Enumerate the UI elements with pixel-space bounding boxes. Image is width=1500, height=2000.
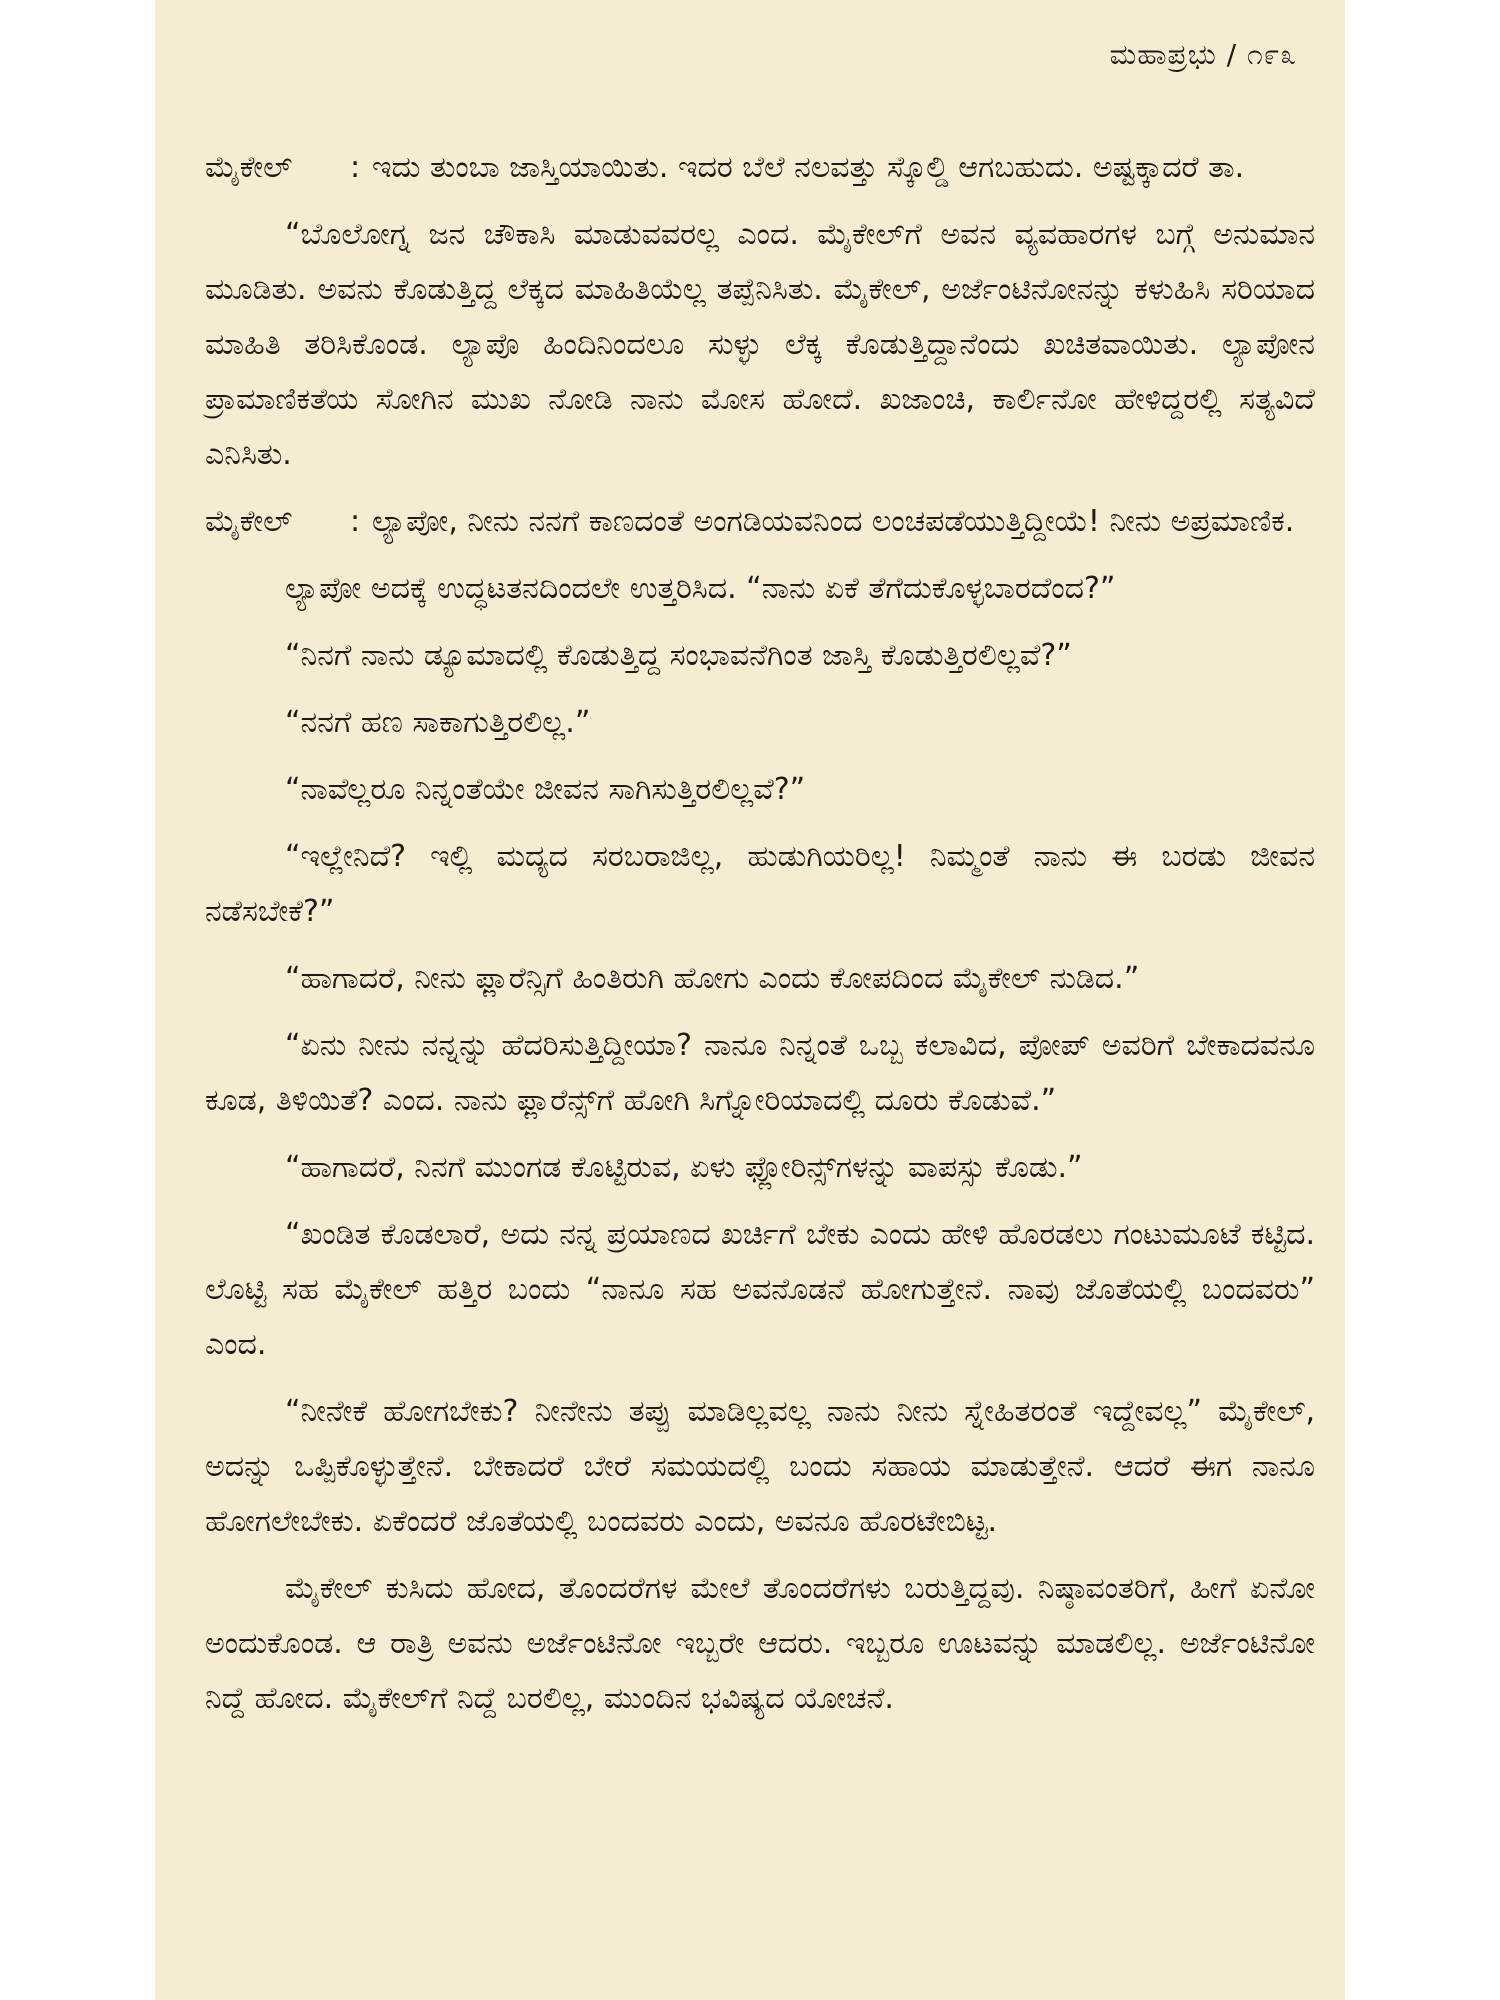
paragraph: ಮೈಕೇಲ್ ಕುಸಿದು ಹೋದ, ತೊಂದರೆಗಳ ಮೇಲೆ ತೊಂದರೆಗಳು ಬರುತ್ತಿದ್ದವು. ನಿಷ್ಠಾವಂತರಿಗೆ, ಹೀಗೆ ಏನೋ ಅಂದುಕೊಂಡ. ಆ ರಾತ್ರಿ ಅವನು ಅರ್ಜೆಂಟಿನೋ ಇಬ್ಬರೇ ಆದರು. ಇಬ್ಬರೂ ಊಟವನ್ನು ಮಾಡಲಿಲ್ಲ. ಅರ್ಜೆಂಟಿನೋ ನಿದ್ದೆ ಹೋದ. ಮೈಕೇಲ್‌ಗೆ ನಿದ್ದೆ ಬರಲಿಲ್ಲ, ಮುಂದಿನ ಭವಿಷ್ಯದ ಯೋಚನೆ. — [205, 1571, 1315, 1716]
speaker-separator: : — [350, 150, 361, 185]
book-page — [155, 0, 1345, 2000]
paragraph: “ಇಲ್ಲೇನಿದೆ? ಇಲ್ಲಿ ಮದ್ಯದ ಸರಬರಾಜಿಲ್ಲ, ಹುಡುಗಿಯರಿಲ್ಲ! ನಿಮ್ಮಂತೆ ನಾನು ಈ ಬರಡು ಜೀವನ ನಡೆಸಬೇಕೆ?” — [205, 839, 1315, 929]
paragraph: “ಬೊಲೋಗ್ನ ಜನ ಚೌಕಾಸಿ ಮಾಡುವವರಲ್ಲ ಎಂದ. ಮೈಕೇಲ್‌ಗೆ ಅವನ ವ್ಯವಹಾರಗಳ ಬಗ್ಗೆ ಅನುಮಾನ ಮೂಡಿತು. ಅವನು ಕೊಡುತ್ತಿದ್ದ ಲೆಕ್ಕದ ಮಾಹಿತಿಯೆಲ್ಲ ತಪ್ಪೆನಿಸಿತು. ಮೈಕೇಲ್, ಅರ್ಜೆಂಟಿನೋನನ್ನು ಕಳುಹಿಸಿ ಸರಿಯಾದ ಮಾಹಿತಿ ತರಿಸಿಕೊಂಡ. ಲ್ಯಾಪೊ ಹಿಂದಿನಿಂದಲೂ ಸುಳ್ಳು ಲೆಕ್ಕ ಕೊಡುತ್ತಿದ್ದಾನೆಂದು ಖಚಿತವಾಯಿತು. ಲ್ಯಾಪೋನ ಪ್ರಾಮಾಣಿಕತೆಯ ಸೋಗಿನ ಮುಖ ನೋಡಿ ನಾನು ಮೋಸ ಹೋದೆ. ಖಜಾಂಚಿ, ಕಾರ್ಲಿನೋ ಹೇಳಿದ್ದರಲ್ಲಿ ಸತ್ಯವಿದೆ ಎನಿಸಿತು. — [205, 217, 1315, 472]
speaker-separator: : — [350, 504, 361, 539]
dialogue-line — [205, 140, 1315, 195]
paragraph: “ನನಗೆ ಹಣ ಸಾಕಾಗುತ್ತಿರಲಿಲ್ಲ.” — [285, 705, 591, 740]
dialogue-line — [205, 494, 1315, 549]
page-body — [205, 140, 1315, 1738]
running-head: ಮಹಾಪ್ರಭು / ೧೯೩ — [1109, 38, 1297, 71]
speech-text: ಇದು ತುಂಬಾ ಜಾಸ್ತಿಯಾಯಿತು. ಇದರ ಬೆಲೆ ನಲವತ್ತು ಸ್ಕೊಲ್ಡಿ ಆಗಬಹುದು. ಅಷ್ಟಕ್ಕಾದರೆ ತಾ. — [372, 150, 1245, 185]
paragraph: “ನೀನೇಕೆ ಹೋಗಬೇಕು? ನೀನೇನು ತಪ್ಪು ಮಾಡಿಲ್ಲವಲ್ಲ ನಾನು ನೀನು ಸ್ನೇಹಿತರಂತೆ ಇದ್ದೇವಲ್ಲ” ಮೈಕೇಲ್, ಅದನ್ನು ಒಪ್ಪಿಕೊಳ್ಳುತ್ತೇನೆ. ಬೇಕಾದರೆ ಬೇರೆ ಸಮಯದಲ್ಲಿ ಬಂದು ಸಹಾಯ ಮಾಡುತ್ತೇನೆ. ಆದರೆ ಈಗ ನಾನೂ ಹೋಗಲೇಬೇಕು. ಏಕೆಂದರೆ ಜೊತೆಯಲ್ಲಿ ಬಂದವರು ಎಂದು, ಅವನೂ ಹೊರಟೇಬಿಟ್ಟ. — [205, 1394, 1315, 1539]
paragraph: “ನಾವೆಲ್ಲರೂ ನಿನ್ನಂತೆಯೇ ಜೀವನ ಸಾಗಿಸುತ್ತಿರಲಿಲ್ಲವೆ?” — [285, 772, 806, 807]
speaker-name: ಮೈಕೇಲ್ — [205, 504, 293, 539]
paragraph: “ಹಾಗಾದರೆ, ನೀನು ಫ್ಲಾರೆನ್ಸಿಗೆ ಹಿಂತಿರುಗಿ ಹೋಗು ಎಂದು ಕೋಪದಿಂದ ಮೈಕೇಲ್ ನುಡಿದ.” — [285, 961, 1140, 996]
paragraph: “ಖಂಡಿತ ಕೊಡಲಾರೆ, ಅದು ನನ್ನ ಪ್ರಯಾಣದ ಖರ್ಚಿಗೆ ಬೇಕು ಎಂದು ಹೇಳಿ ಹೊರಡಲು ಗಂಟುಮೂಟೆ ಕಟ್ಟಿದ. ಲೊಟ್ಟಿ ಸಹ ಮೈಕೇಲ್ ಹತ್ತಿರ ಬಂದು “ನಾನೂ ಸಹ ಅವನೊಡನೆ ಹೋಗುತ್ತೇನೆ. ನಾವು ಜೊತೆಯಲ್ಲಿ ಬಂದವರು” ಎಂದ. — [205, 1217, 1315, 1362]
paragraph: ಲ್ಯಾಪೋ ಅದಕ್ಕೆ ಉದ್ಧಟತನದಿಂದಲೇ ಉತ್ತರಿಸಿದ. “ನಾನು ಏಕೆ ತೆಗೆದುಕೊಳ್ಳಬಾರದೆಂದ?” — [285, 571, 1116, 606]
paragraph: “ನಿನಗೆ ನಾನು ಡ್ಯೂಮಾದಲ್ಲಿ ಕೊಡುತ್ತಿದ್ದ ಸಂಭಾವನೆಗಿಂತ ಜಾಸ್ತಿ ಕೊಡುತ್ತಿರಲಿಲ್ಲವೆ?” — [285, 638, 1072, 673]
paragraph: “ಹಾಗಾದರೆ, ನಿನಗೆ ಮುಂಗಡ ಕೊಟ್ಟಿರುವ, ಏಳು ಫ್ಲೋರಿನ್ಸ್‌ಗಳನ್ನು ವಾಪಸ್ಸು ಕೊಡು.” — [285, 1150, 1083, 1185]
speech-text: ಲ್ಯಾಪೋ, ನೀನು ನನಗೆ ಕಾಣದಂತೆ ಅಂಗಡಿಯವನಿಂದ ಲಂಚಪಡೆಯುತ್ತಿದ್ದೀಯೆ! ನೀನು ಅಪ್ರಮಾಣಿಕ. — [372, 504, 1295, 539]
speaker-name: ಮೈಕೇಲ್ — [205, 150, 293, 185]
paragraph: “ಏನು ನೀನು ನನ್ನನ್ನು ಹೆದರಿಸುತ್ತಿದ್ದೀಯಾ? ನಾನೂ ನಿನ್ನಂತೆ ಒಬ್ಬ ಕಲಾವಿದ, ಪೋಪ್ ಅವರಿಗೆ ಬೇಕಾದವನೂ ಕೂಡ, ತಿಳಿಯಿತೆ? ಎಂದ. ನಾನು ಫ್ಲಾರೆನ್ಸ್‌ಗೆ ಹೋಗಿ ಸಿಗ್ನೋರಿಯಾದಲ್ಲಿ ದೂರು ಕೊಡುವೆ.” — [205, 1028, 1315, 1118]
